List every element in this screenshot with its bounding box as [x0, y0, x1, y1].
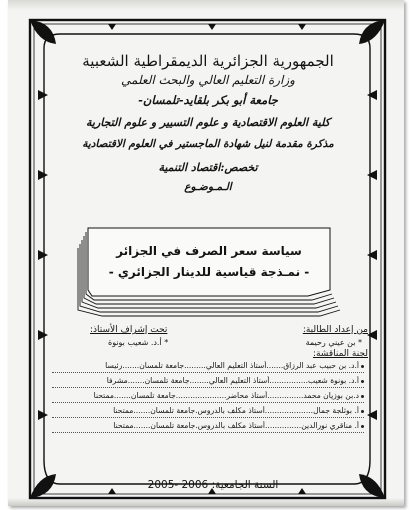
committee-member: أ.د. بن حبيب عبد الرزاق.......أستاذ التعليم العالي.........جامعة تلمسان.......رئيسا [52, 361, 364, 373]
thesis-description: مذكرة مقدمة لنيل شهادة الماجستير في العلوم الاقتصادية [82, 138, 334, 150]
student-label: من إعداد الطالبة: [302, 325, 368, 335]
committee-member: أ. مناقري نورالدين...............أستاذ مكلف بالدروس.جامعة تلمسان.......ممتحنا [52, 421, 364, 433]
scanned-page [8, 0, 404, 506]
subject-label: الـمـوضـوع [184, 181, 232, 193]
academic-year-label: السنة الجامعية: [211, 479, 279, 491]
committee-label: لجنة المناقشة: [312, 349, 368, 359]
supervisor-name: * أ.د. شعيب بونوة [108, 338, 169, 347]
faculty-name: كلية العلوم الاقتصادية و علوم التسيير و علوم التجارية [86, 116, 330, 129]
academic-year-value: 2005- 2006 [147, 479, 209, 491]
committee-member: د.بن بوزيان محمد...............أستاذ محاضر.....................جامعة تلمسان.......ممتحنا [52, 391, 364, 403]
academic-year [128, 479, 298, 491]
specialization: تخصص:اقتصاد التنمية [158, 161, 258, 174]
republic-title: الجمهورية الجزائرية الديمقراطية الشعبية [82, 52, 334, 70]
thesis-title: سياسة سعر الصرف في الجزائر [116, 244, 302, 258]
committee-member: أ.د. بونوة شعيب................أستاذ التعليم العالي........جامعة تلمسان.......مشرفا [52, 376, 364, 388]
committee-member: أ. بوثلجة جمال....................أستاذ مكلف بالدروس.جامعة تلمسان.......ممتحنا [52, 406, 364, 418]
thesis-subtitle: - نمـذجة قياسية للدينار الجزائري - [108, 265, 310, 279]
student-name: * بن عيني رحيمة [305, 338, 362, 347]
ministry-name: وزارة التعليم العالي والبحث العلمي [121, 73, 295, 87]
supervisor-label: تحت إشراف الأستاذ: [90, 325, 168, 335]
university-name: جامعة أبو بكر بلقايد-تلمسان- [138, 93, 278, 107]
